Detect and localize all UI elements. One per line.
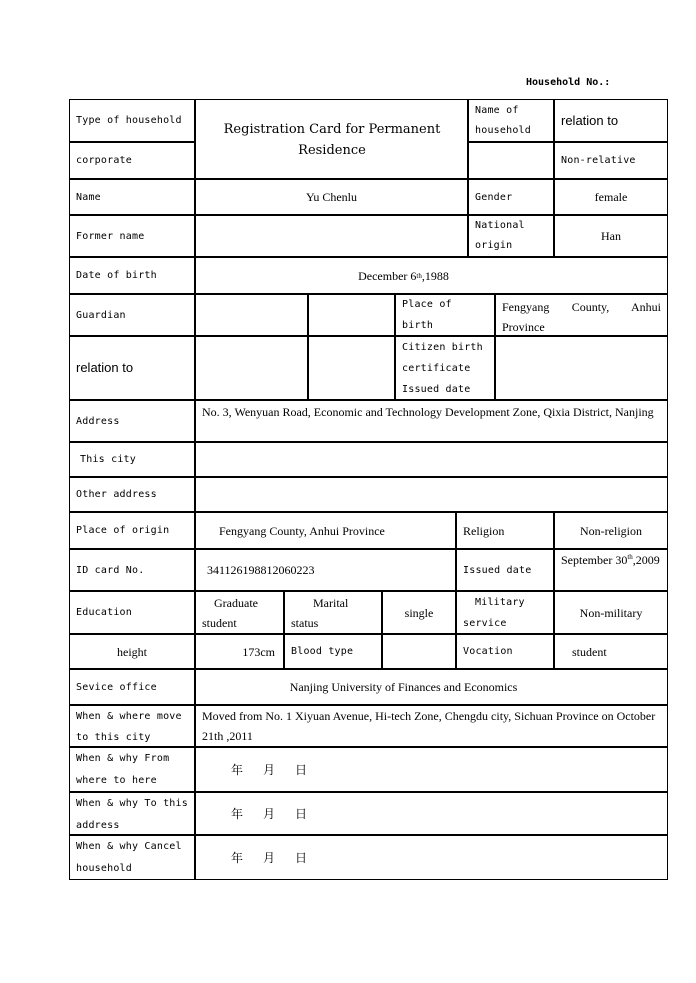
name-value: Yu Chenlu (195, 179, 468, 215)
issued-month-day: September 30 (561, 553, 628, 567)
dob-label: Date of birth (69, 257, 195, 294)
relation-to-value-1 (195, 336, 308, 400)
national-origin-value: Han (554, 215, 668, 257)
guardian-label: Guardian (69, 294, 195, 336)
when-where-move-value: Moved from No. 1 Xiyuan Avenue, Hi-tech Zone, Chengdu city, Sichuan Province on October 21th ,2011 (195, 705, 668, 747)
guardian-value-1 (195, 294, 308, 336)
name-of-household-label: Name of household (468, 99, 554, 142)
this-city-label: This city (69, 442, 195, 477)
type-of-household-label: Type of household (69, 99, 195, 142)
day-char: 日 (295, 851, 308, 865)
relation-value: Non-relative (554, 142, 668, 179)
relation-to-row-label: relation to (69, 336, 195, 400)
to-address-label: When & why To this address (69, 792, 195, 835)
to-address-date (195, 792, 668, 835)
dob-month-day: December 6 (358, 268, 417, 283)
education-value: Graduate student (195, 591, 284, 634)
year-char: 年 (231, 807, 244, 821)
marital-value: single (382, 591, 456, 634)
place-of-origin-value: Fengyang County, Anhui Province (195, 512, 456, 549)
year-char: 年 (231, 763, 244, 777)
military-label: Military service (456, 591, 554, 634)
name-of-household-value (468, 142, 554, 179)
religion-label: Religion (456, 512, 554, 549)
issued-suffix: th (627, 553, 633, 561)
this-city-value (195, 442, 668, 477)
form-title: Registration Card for Permanent Residence (223, 121, 441, 158)
place-of-origin-label: Place of origin (69, 512, 195, 549)
cancel-label: When & why Cancel household (69, 835, 195, 880)
religion-value: Non-religion (554, 512, 668, 549)
dob-value: December 6 th ,1988 (195, 257, 668, 294)
other-address-label: Other address (69, 477, 195, 512)
issued-date-label: Issued date (456, 549, 554, 591)
from-where-label: When & why From where to here (69, 747, 195, 792)
citizen-cert-label: Citizen birth certificate Issued date (395, 336, 495, 400)
service-office-value: Nanjing University of Finances and Economics (195, 669, 668, 705)
blood-type-label: Blood type (284, 634, 382, 669)
address-value: No. 3, Wenyuan Road, Economic and Technology Development Zone, Qixia District, Nanjing (195, 400, 668, 442)
service-office-label: Sevice office (69, 669, 195, 705)
place-of-birth-text: Fengyang County, Anhui Province (502, 300, 661, 334)
issued-year: ,2009 (632, 553, 660, 567)
household-no-label: Household No.: (526, 77, 611, 88)
year-char: 年 (231, 851, 244, 865)
citizen-cert-value (495, 336, 668, 400)
height-label: height (69, 634, 195, 669)
dob-year: ,1988 (421, 268, 449, 283)
relation-to-value-2 (308, 336, 395, 400)
day-char: 日 (295, 763, 308, 777)
cancel-date (195, 835, 668, 880)
national-origin-label: National origin (468, 215, 554, 257)
gender-label: Gender (468, 179, 554, 215)
address-label: Address (69, 400, 195, 442)
former-name-label: Former name (69, 215, 195, 257)
former-name-value (195, 215, 468, 257)
guardian-value-2 (308, 294, 395, 336)
vocation-value: student (554, 634, 668, 669)
education-label: Education (69, 591, 195, 634)
day-char: 日 (295, 807, 308, 821)
other-address-value (195, 477, 668, 512)
name-label: Name (69, 179, 195, 215)
month-char: 月 (263, 851, 276, 865)
height-value: 173cm (195, 634, 284, 669)
blood-type-value (382, 634, 456, 669)
when-where-move-label: When & where move to this city (69, 705, 195, 747)
relation-to-header-label: relation to (554, 99, 668, 142)
place-of-birth-value (495, 294, 668, 336)
id-card-value: 341126198812060223 (195, 549, 456, 591)
type-of-household-value: corporate (69, 142, 195, 179)
from-where-date (195, 747, 668, 792)
military-value: Non-military (554, 591, 668, 634)
marital-label: Marital status (284, 591, 382, 634)
vocation-label: Vocation (456, 634, 554, 669)
id-card-label: ID card No. (69, 549, 195, 591)
month-char: 月 (263, 763, 276, 777)
issued-date-value (554, 549, 668, 591)
gender-value: female (554, 179, 668, 215)
place-of-birth-label: Place of birth (395, 294, 495, 336)
month-char: 月 (263, 807, 276, 821)
